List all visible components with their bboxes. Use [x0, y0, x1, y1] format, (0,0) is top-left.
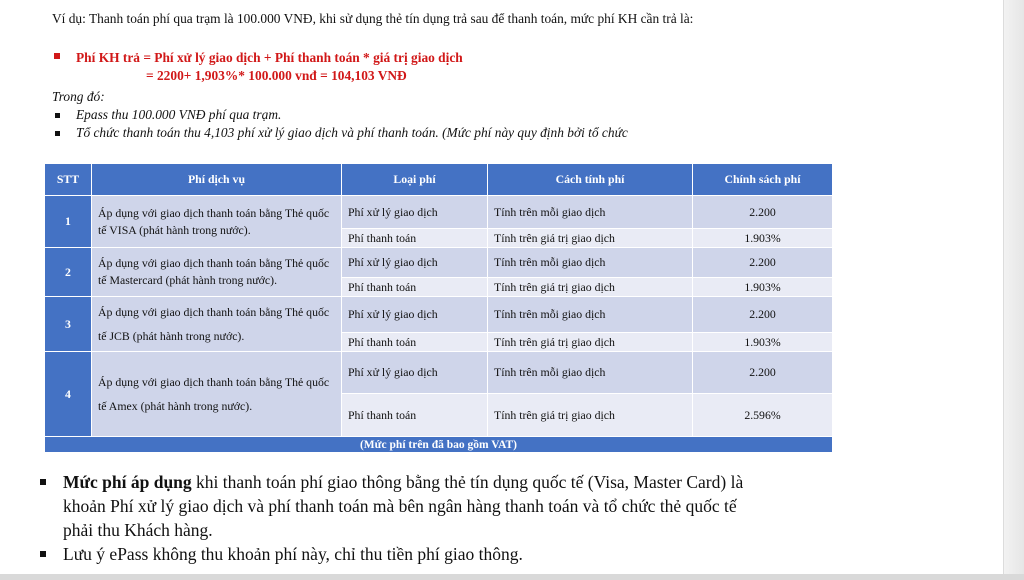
note-item-1 — [40, 470, 760, 542]
cell-fee-type: Phí xử lý giao dịch — [342, 196, 488, 229]
table-header-row — [45, 164, 833, 196]
header-stt: STT — [45, 164, 92, 196]
header-fee-policy: Chính sách phí — [693, 164, 833, 196]
bullet-marker — [40, 479, 46, 485]
header-service: Phí dịch vụ — [92, 164, 342, 196]
cell-fee-type: Phí xử lý giao dịch — [342, 297, 488, 333]
row-stt: 2 — [45, 248, 92, 297]
red-bullet-marker — [54, 53, 60, 59]
fee-table — [44, 163, 833, 453]
table-row — [45, 248, 833, 278]
header-fee-type: Loại phí — [342, 164, 488, 196]
table-row — [45, 297, 833, 333]
page-edge-right — [1003, 0, 1024, 580]
formula-line-1: Phí KH trả = Phí xử lý giao dịch + Phí thanh toán * giá trị giao dịch — [76, 50, 463, 65]
where-bullet-1: Epass thu 100.000 VNĐ phí qua trạm. — [76, 107, 282, 122]
cell-calc-method: Tính trên giá trị giao dịch — [488, 394, 693, 437]
note-item-2 — [40, 542, 760, 566]
vat-note: (Mức phí trên đã bao gồm VAT) — [45, 437, 833, 453]
row-stt: 3 — [45, 297, 92, 352]
cell-fee-type: Phí xử lý giao dịch — [342, 352, 488, 394]
cell-fee-policy: 2.200 — [693, 352, 833, 394]
table-row — [45, 352, 833, 394]
bullet-marker — [55, 131, 60, 136]
cell-calc-method: Tính trên giá trị giao dịch — [488, 333, 693, 352]
notes-list — [40, 470, 760, 566]
note-2-text: Lưu ý ePass không thu khoản phí này, chỉ thu tiền phí giao thông. — [63, 544, 523, 564]
cell-fee-type: Phí xử lý giao dịch — [342, 248, 488, 278]
table-row — [45, 196, 833, 229]
cell-calc-method: Tính trên mỗi giao dịch — [488, 196, 693, 229]
where-bullet-2: Tổ chức thanh toán thu 4,103 phí xử lý giao dịch và phí thanh toán. (Mức phí này quy định bởi tổ chức — [76, 125, 628, 140]
row-service: Áp dụng với giao dịch thanh toán bằng Thẻ quốc tế JCB (phát hành trong nước). — [92, 297, 342, 352]
cell-fee-policy: 2.200 — [693, 196, 833, 229]
cell-fee-policy: 1.903% — [693, 229, 833, 248]
example-paragraph: Ví dụ: Thanh toán phí qua trạm là 100.000 VNĐ, khi sử dụng thẻ tín dụng trả sau để thanh toán, mức phí KH cần trả là: — [52, 11, 694, 26]
cell-fee-policy: 2.596% — [693, 394, 833, 437]
row-stt: 1 — [45, 196, 92, 248]
row-service: Áp dụng với giao dịch thanh toán bằng Thẻ quốc tế Amex (phát hành trong nước). — [92, 352, 342, 437]
table-footer-row — [45, 437, 833, 453]
cell-fee-policy: 2.200 — [693, 297, 833, 333]
page-edge-bottom — [0, 574, 1024, 580]
cell-fee-type: Phí thanh toán — [342, 278, 488, 297]
cell-calc-method: Tính trên mỗi giao dịch — [488, 297, 693, 333]
header-calc-method: Cách tính phí — [488, 164, 693, 196]
note-1-text: khi thanh toán phí giao thông bằng thẻ tín dụng quốc tế (Visa, Master Card) là khoản Phí xử lý giao dịch và phí thanh toán mà bên ngân hàng thanh toán và tổ chức thẻ quốc tế phải thu Khách hàng. — [63, 472, 744, 540]
cell-fee-type: Phí thanh toán — [342, 333, 488, 352]
cell-calc-method: Tính trên giá trị giao dịch — [488, 229, 693, 248]
bullet-marker — [40, 551, 46, 557]
cell-calc-method: Tính trên giá trị giao dịch — [488, 278, 693, 297]
cell-calc-method: Tính trên mỗi giao dịch — [488, 248, 693, 278]
bullet-marker — [55, 113, 60, 118]
cell-calc-method: Tính trên mỗi giao dịch — [488, 352, 693, 394]
note-1-bold: Mức phí áp dụng — [63, 472, 192, 492]
cell-fee-policy: 1.903% — [693, 278, 833, 297]
where-label: Trong đó: — [52, 89, 105, 104]
cell-fee-policy: 2.200 — [693, 248, 833, 278]
formula-line-2: = 2200+ 1,903%* 100.000 vnđ = 104,103 VNĐ — [146, 68, 407, 83]
cell-fee-type: Phí thanh toán — [342, 229, 488, 248]
row-service: Áp dụng với giao dịch thanh toán bằng Thẻ quốc tế Mastercard (phát hành trong nước). — [92, 248, 342, 297]
cell-fee-policy: 1.903% — [693, 333, 833, 352]
row-stt: 4 — [45, 352, 92, 437]
cell-fee-type: Phí thanh toán — [342, 394, 488, 437]
row-service: Áp dụng với giao dịch thanh toán bằng Thẻ quốc tế VISA (phát hành trong nước). — [92, 196, 342, 248]
